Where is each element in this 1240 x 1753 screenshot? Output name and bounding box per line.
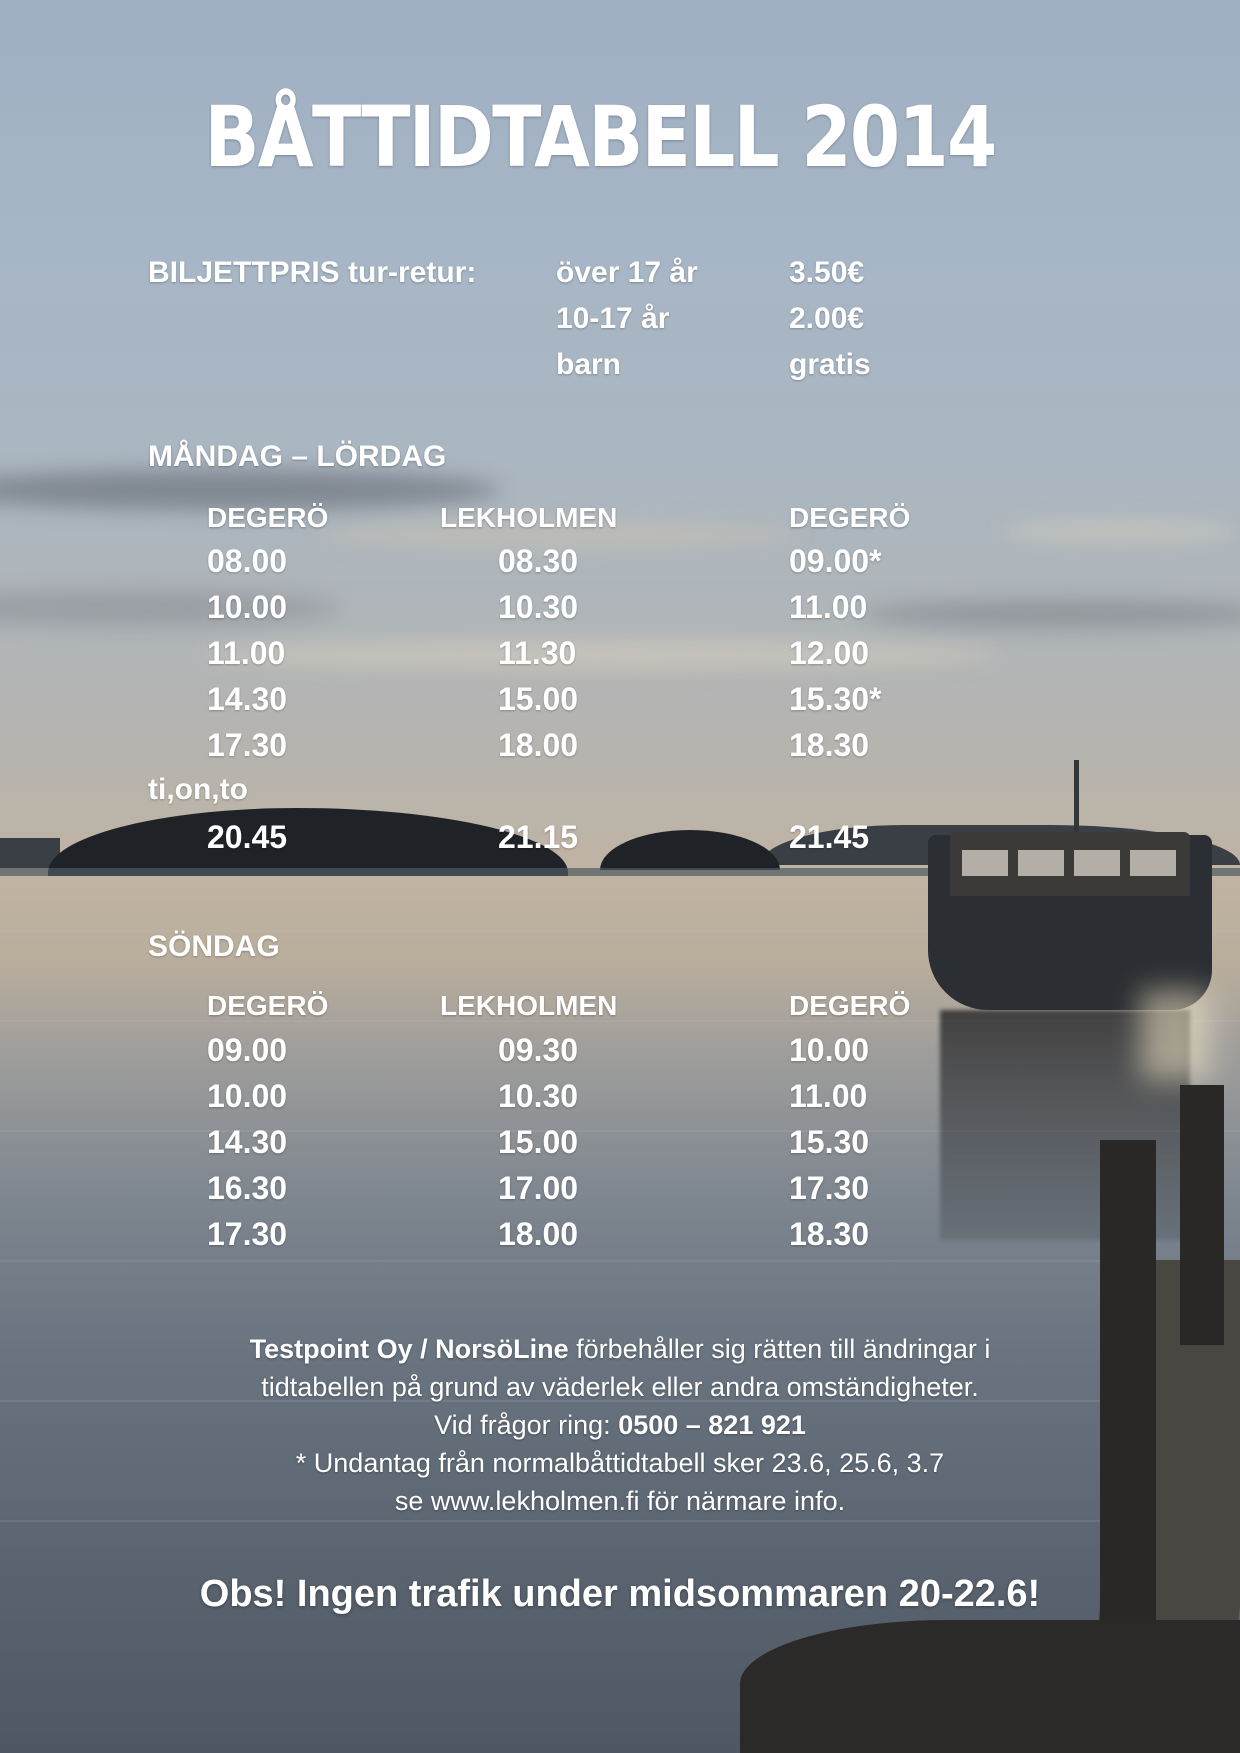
column-header-lekholmen: LEKHOLMEN <box>440 502 618 533</box>
departure-time: 10.00 <box>207 1078 288 1114</box>
page-title: BÅTTIDTABELL 2014 <box>204 88 996 186</box>
column-header-degero: DEGERÖ <box>789 502 911 533</box>
departure-time: 15.30* <box>789 681 882 717</box>
departure-time: 08.30 <box>498 543 579 579</box>
departure-time: 10.00 <box>789 1032 870 1068</box>
departure-time: 10.30 <box>498 589 579 625</box>
departure-time: 17.30 <box>207 1216 288 1252</box>
departure-time: 09.00 <box>207 1032 288 1068</box>
departure-time: 11.30 <box>498 635 577 671</box>
ticket-price-label: BILJETTPRIS tur-retur: <box>148 256 477 289</box>
sunday-heading: SÖNDAG <box>148 930 280 963</box>
departure-time: 15.30 <box>789 1124 870 1160</box>
departure-time: 16.30 <box>207 1170 288 1206</box>
notes-line: se www.lekholmen.fi för närmare info. <box>394 1486 846 1516</box>
departure-time: 18.30 <box>789 727 870 763</box>
departure-time: 18.00 <box>498 1216 579 1252</box>
notes-line <box>140 1330 1100 1368</box>
price-group: över 17 år <box>556 256 698 289</box>
phone-number: 0500 – 821 921 <box>618 1410 806 1440</box>
departure-time: 08.00 <box>207 543 288 579</box>
midsummer-notice: Obs! Ingen trafik under midsommaren 20-22.6! <box>199 1573 1041 1615</box>
departure-time: 18.30 <box>789 1216 870 1252</box>
departure-time: 10.00 <box>207 589 288 625</box>
notes-line: * Undantag från normalbåttidtabell sker 23.6, 25.6, 3.7 <box>295 1448 945 1478</box>
departure-time: 21.15 <box>498 819 579 855</box>
departure-time: 11.00 <box>789 1078 868 1114</box>
notes-line <box>140 1406 1100 1444</box>
departure-time: 17.30 <box>207 727 288 763</box>
departure-time: 14.30 <box>207 1124 288 1160</box>
departure-time: 15.00 <box>498 681 579 717</box>
notes-line: tidtabellen på grund av väderlek eller andra omständigheter. <box>261 1372 979 1402</box>
departure-time: 09.00* <box>789 543 882 579</box>
notes-text: förbehåller sig rätten till ändringar i <box>568 1334 991 1364</box>
weekday-heading: MÅNDAG – LÖRDAG <box>148 440 447 473</box>
departure-time: 18.00 <box>498 727 579 763</box>
column-header-degero: DEGERÖ <box>207 990 329 1021</box>
departure-time: 12.00 <box>789 635 870 671</box>
column-header-lekholmen: LEKHOLMEN <box>440 990 618 1021</box>
phone-label: Vid frågor ring: <box>434 1410 619 1440</box>
column-header-degero: DEGERÖ <box>207 502 329 533</box>
departure-time: 11.00 <box>789 589 868 625</box>
price-group: barn <box>556 348 622 381</box>
departure-time: 17.00 <box>498 1170 579 1206</box>
price-value: gratis <box>789 348 871 381</box>
departure-time: 09.30 <box>498 1032 579 1068</box>
column-header-degero: DEGERÖ <box>789 990 911 1021</box>
company-name: Testpoint Oy / NorsöLine <box>249 1334 569 1364</box>
price-value: 3.50€ <box>789 256 865 289</box>
departure-time: 15.00 <box>498 1124 579 1160</box>
departure-time: 20.45 <box>207 819 288 855</box>
departure-time: 14.30 <box>207 681 288 717</box>
departure-time: 11.00 <box>207 635 286 671</box>
departure-time: 17.30 <box>789 1170 870 1206</box>
price-group: 10-17 år <box>556 302 670 335</box>
departure-time: 10.30 <box>498 1078 579 1114</box>
price-value: 2.00€ <box>789 302 865 335</box>
footer-notes <box>140 1330 1100 1520</box>
extra-days-label: ti,on,to <box>148 773 248 806</box>
departure-time: 21.45 <box>789 819 870 855</box>
